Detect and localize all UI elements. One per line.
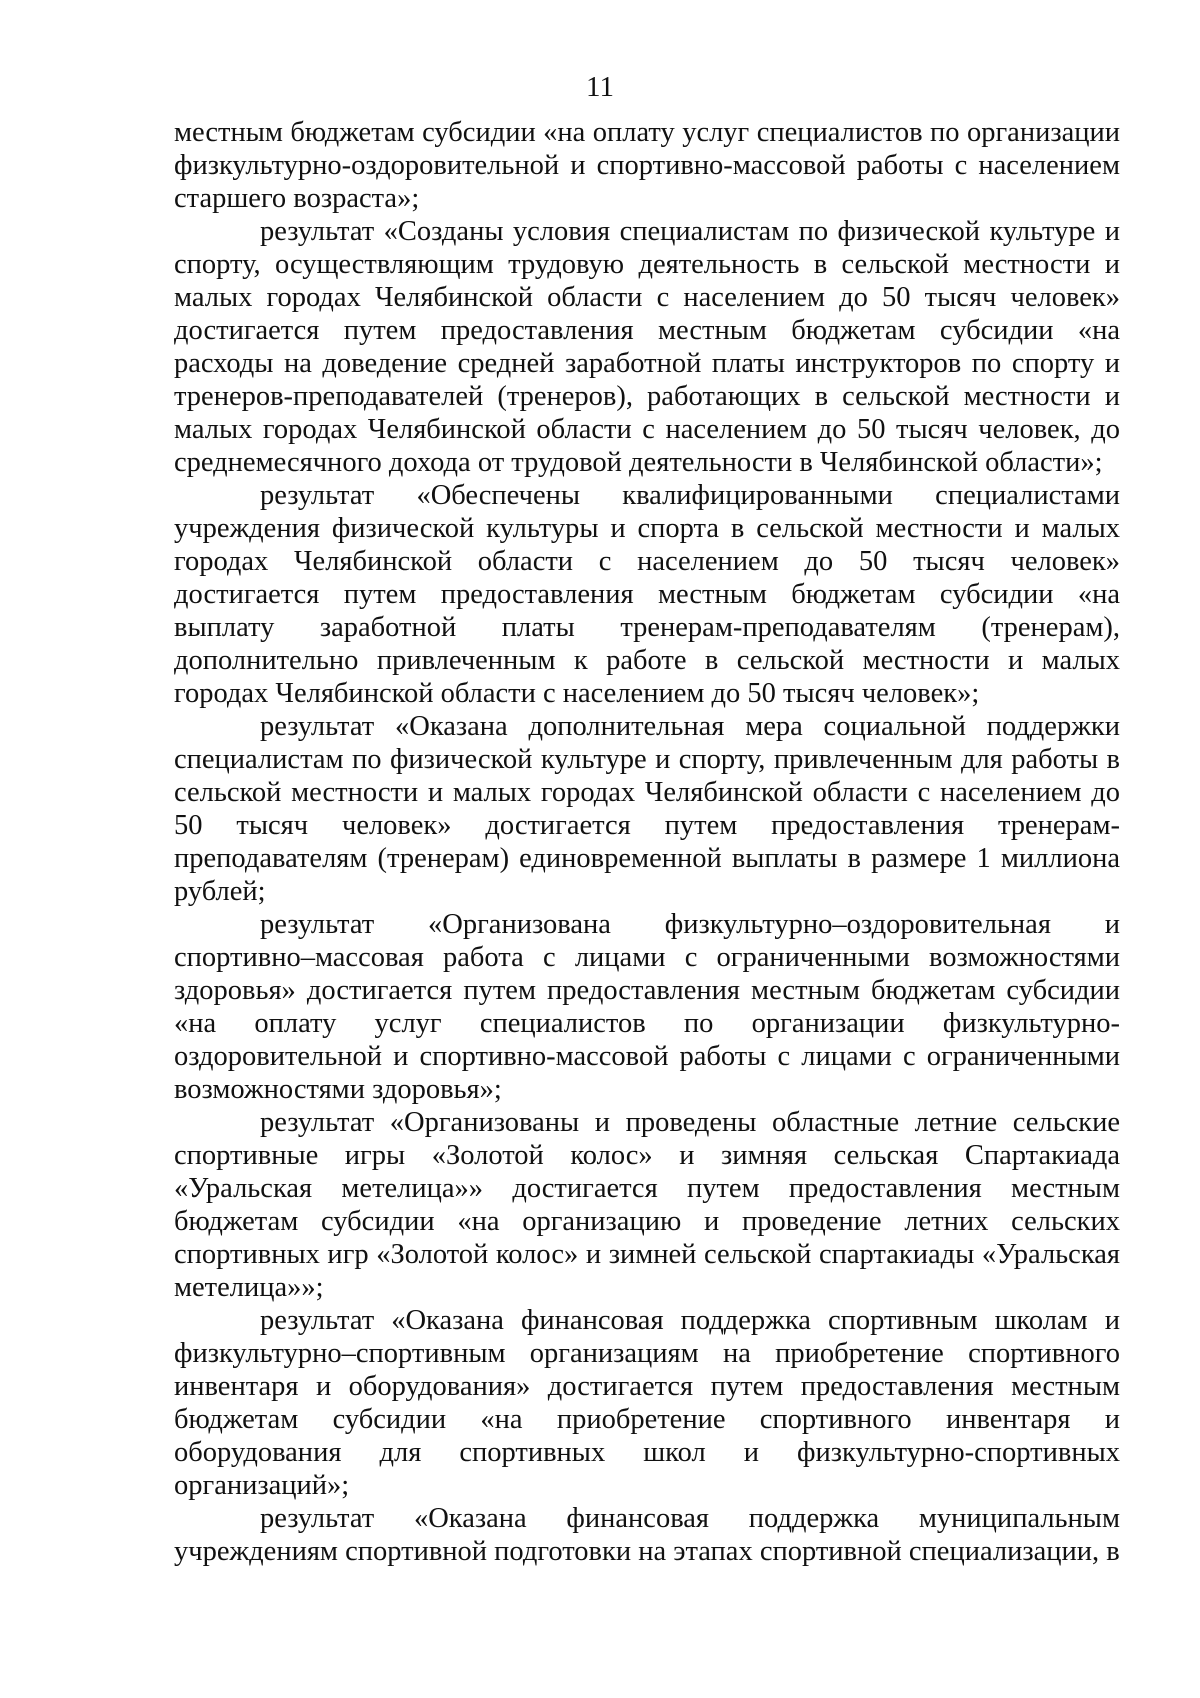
paragraph: результат «Оказана финансовая поддержка муниципальным учреждениям спортивной подготовки на этапах спортивной специализации, в: [174, 1503, 1120, 1567]
paragraph: результат «Оказана дополнительная мера социальной поддержки специалистам по физической культуре и спорту, привлеченным для работы в сельской местности и малых городах Челябинской области с населением до 50 тысяч человек» достигается путем предоставления тренерам-преподавателям (тренерам) единовременной выплаты в размере 1 миллиона рублей;: [174, 711, 1120, 907]
paragraph: местным бюджетам субсидии «на оплату услуг специалистов по организации физкультурно-оздоровительной и спортивно-массовой работы с населением старшего возраста»;: [174, 117, 1120, 214]
paragraph: результат «Созданы условия специалистам по физической культуре и спорту, осуществляющим трудовую деятельность в сельской местности и малых городах Челябинской области с населением до 50 тысяч человек» достигается путем предоставления местным бюджетам субсидии «на расходы на доведение средней заработной платы инструкторов по спорту и тренеров-преподавателей (тренеров), работающих в сельской местности и малых городах Челябинской области с населением до 50 тысяч человек, до среднемесячного дохода от трудовой деятельности в Челябинской области»;: [174, 216, 1120, 478]
paragraph: результат «Организована физкультурно–оздоровительная и спортивно–массовая работа с лицами с ограниченными возможностями здоровья» достигается путем предоставления местным бюджетам субсидии «на оплату услуг специалистов по организации физкультурно-оздоровительной и спортивно-массовой работы с лицами с ограниченными возможностями здоровья»;: [174, 909, 1120, 1105]
page-number: 11: [586, 71, 614, 103]
paragraph: результат «Оказана финансовая поддержка спортивным школам и физкультурно–спортивным организациям на приобретение спортивного инвентаря и оборудования» достигается путем предоставления местным бюджетам субсидии «на приобретение спортивного инвентаря и оборудования для спортивных школ и физкультурно-спортивных организаций»;: [174, 1305, 1120, 1501]
paragraph: результат «Организованы и проведены областные летние сельские спортивные игры «Золотой колос» и зимняя сельская Спартакиада «Уральская метелица»» достигается путем предоставления местным бюджетам субсидии «на организацию и проведение летних сельских спортивных игр «Золотой колос» и зимней сельской спартакиады «Уральская метелица»»;: [174, 1107, 1120, 1303]
document-body: [174, 116, 1120, 1568]
paragraph: результат «Обеспечены квалифицированными специалистами учреждения физической культуры и спорта в сельской местности и малых городах Челябинской области с населением до 50 тысяч человек» достигается путем предоставления местным бюджетам субсидии «на выплату заработной платы тренерам-преподавателям (тренерам), дополнительно привлеченным к работе в сельской местности и малых городах Челябинской области с населением до 50 тысяч человек»;: [174, 480, 1120, 709]
